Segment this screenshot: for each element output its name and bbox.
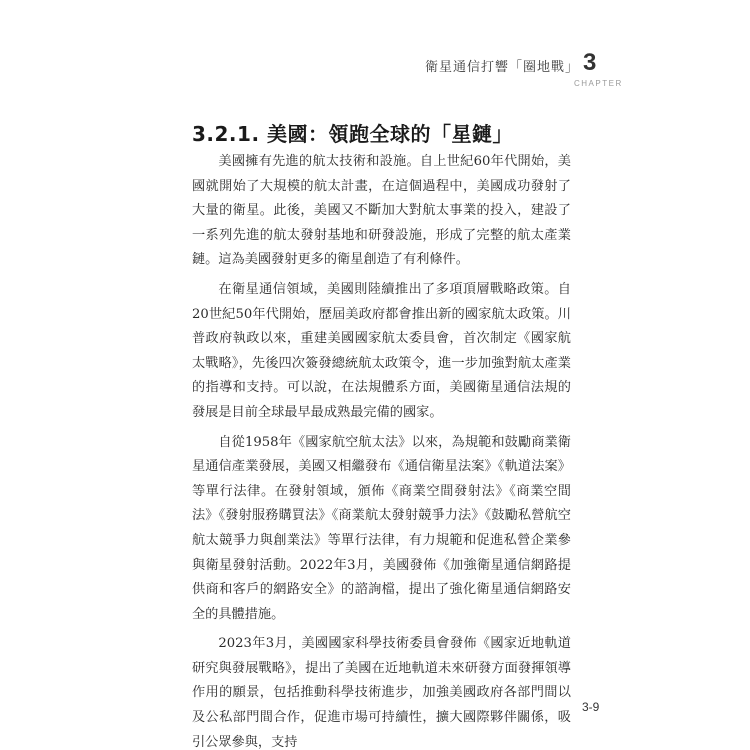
running-header: 衛星通信打響「圈地戰」 — [424, 60, 579, 75]
paragraph-3: 自從1958年《國家航空航太法》以來，為規範和鼓勵商業衛星通信產業發展，美國又相繼發布《通信衛星法案》《軌道法案》等單行法律。在發射領域，頒佈《商業空間發射法》《商業空間法》《發射服務購買法》《商業航太發射競爭力法》《鼓勵私營航空航太競爭力與創業法》等單行法律，有力規範和促進私營企業參與衛星發射活動。2022年3月，美國發佈《加強衛星通信網路提供商和客戶的網路安全》的諮詢檔，提出了強化衛星通信網路安全的具體措施。 — [192, 434, 571, 622]
paragraph-4: 2023年3月，美國國家科學技術委員會發佈《國家近地軌道研究與發展戰略》，提出了美國在近地軌道未來研發方面發揮領導作用的願景，包括推動科學技術進步，加強美國政府各部門間以及公私部門間合作，促進市場可持續性，擴大國際夥伴關係，吸引公眾參與，支持 — [192, 636, 571, 750]
paragraph-1: 美國擁有先進的航太技術和設施。自上世紀60年代開始，美國就開始了大規模的航太計畫，在這個過程中，美國成功發射了大量的衛星。此後，美國又不斷加大對航太事業的投入，建設了一系列先進的航太發射基地和研發設施，形成了完整的航太產業鏈。這為美國發射更多的衛星創造了有利條件。 — [192, 154, 571, 268]
section-title: 3.2.1. 美國：領跑全球的「星鏈」 — [192, 122, 514, 146]
paragraph-2: 在衛星通信領域，美國則陸續推出了多項頂層戰略政策。自20世紀50年代開始，歷屆美政府都會推出新的國家航太政策。川普政府執政以來，重建美國國家航太委員會，首次制定《國家航太戰略》，先後四次簽發總統航太政策令，進一步加強對航太產業的指導和支持。可以說，在法規體系方面，美國衛星通信法規的發展是目前全球最早最成熟最完備的國家。 — [192, 281, 571, 420]
chapter-number: 3 — [583, 49, 597, 76]
page-number: 3-9 — [582, 700, 600, 714]
body-text — [192, 150, 571, 750]
chapter-label: CHAPTER — [574, 79, 623, 88]
